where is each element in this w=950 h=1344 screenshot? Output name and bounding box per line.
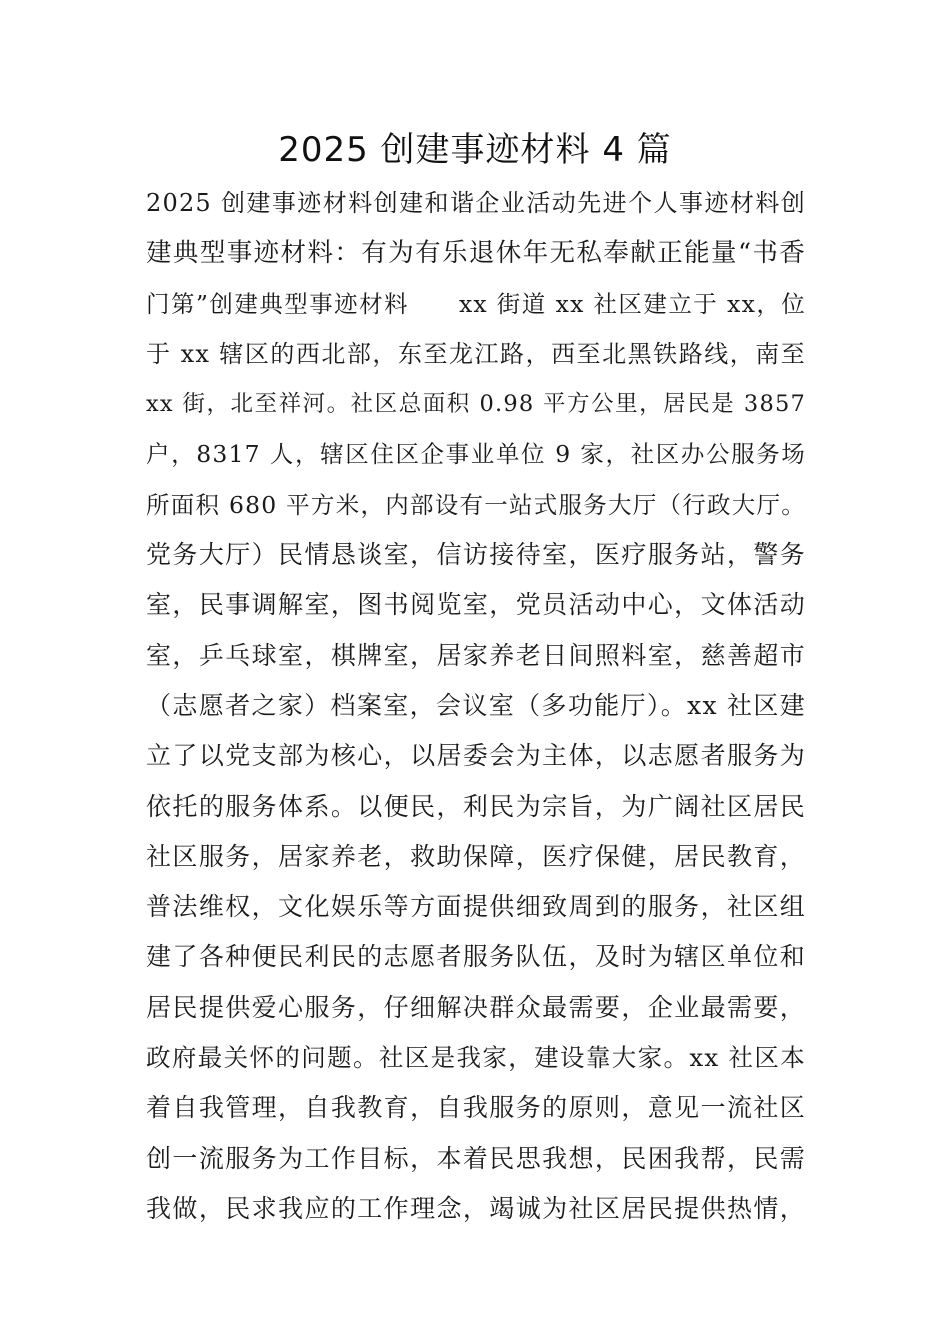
document-body — [146, 178, 806, 1234]
body-line: 立了以党支部为核心，以居委会为主体，以志愿者服务为 — [146, 741, 806, 771]
body-line: 党务大厅）民情恳谈室，信访接待室，医疗服务站，警务 — [146, 540, 806, 570]
body-line: 2025 创建事迹材料创建和谐企业活动先进个人事迹材料创 — [146, 189, 806, 217]
body-line: 创一流服务为工作目标，本着民思我想，民困我帮，民需 — [146, 1143, 806, 1173]
body-line: 户，8317 人，辖区住区企事业单位 9 家，社区办公服务场 — [146, 440, 806, 469]
body-line: 着自我管理，自我教育，自我服务的原则，意见一流社区 — [146, 1093, 806, 1123]
body-line: 普法维权，文化娱乐等方面提供细致周到的服务，社区组 — [146, 892, 806, 922]
body-line: 建了各种便民利民的志愿者服务队伍，及时为辖区单位和 — [146, 942, 806, 972]
body-line: 依托的服务体系。以便民，利民为宗旨，为广阔社区居民 — [146, 791, 806, 821]
body-line: 室，民事调解室，图书阅览室，党员活动中心，文体活动 — [146, 590, 806, 620]
body-line: 我做，民求我应的工作理念，竭诚为社区居民提供热情， — [146, 1193, 806, 1223]
body-line: 建典型事迹材料：有为有乐退休年无私奉献正能量“书香 — [146, 238, 806, 269]
body-line: xx 街，北至祥河。社区总面积 0.98 平方公里，居民是 3857 — [146, 391, 806, 418]
body-line: 所面积 680 平方米，内部设有一站式服务大厅（行政大厅。 — [146, 490, 806, 519]
body-line: 室，乒乓球室，棋牌室，居家养老日间照料室，慈善超市 — [146, 640, 806, 670]
body-line: 门第”创建典型事迹材料 xx 街道 xx 社区建立于 xx，位 — [146, 289, 806, 318]
body-line: 于 xx 辖区的西北部，东至龙江路，西至北黑铁路线，南至 — [146, 339, 806, 368]
body-line: （志愿者之家）档案室，会议室（多功能厅）。xx 社区建 — [146, 690, 806, 720]
body-line: 社区服务，居家养老，救助保障，医疗保健，居民教育， — [146, 841, 806, 871]
body-line: 居民提供爱心服务，仔细解决群众最需要，企业最需要， — [146, 992, 806, 1022]
document-title: 2025 创建事迹材料 4 篇 — [278, 130, 672, 170]
body-line: 政府最关怀的问题。社区是我家，建设靠大家。xx 社区本 — [146, 1043, 806, 1073]
